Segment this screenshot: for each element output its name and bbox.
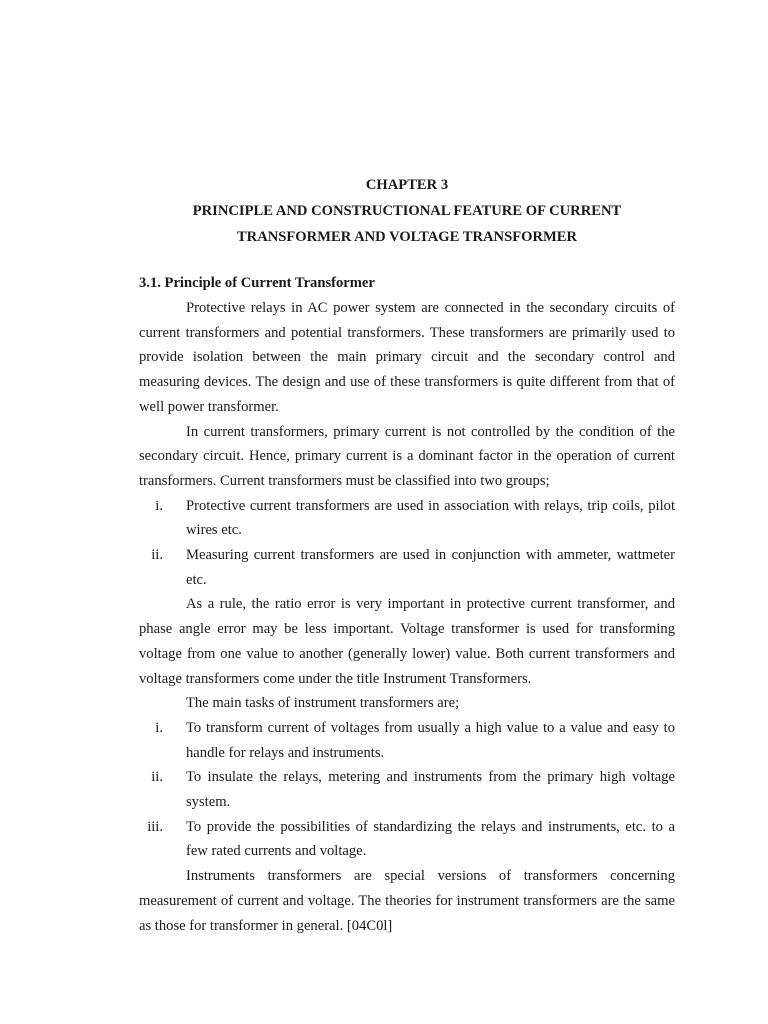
paragraph-3: As a rule, the ratio error is very important in protective current transformer, and phase angle error may be less important. Voltage transformer is used for transforming voltage from one value to another (generally lower) value. Both current transformers and voltage transformers come under the title Instrument Transformers. (139, 596, 675, 687)
current-transformer-groups-list (139, 494, 675, 593)
chapter-label: CHAPTER 3 (365, 177, 449, 193)
list-item-text: Protective current transformers are used in association with relays, trip coils, pilot wires etc. (186, 497, 675, 539)
list-item-text: To provide the possibilities of standardizing the relays and instruments, etc. to a few rated currents and voltage. (186, 818, 675, 860)
list-item-text: Measuring current transformers are used in conjunction with ammeter, wattmeter etc. (186, 547, 675, 588)
list-item (139, 716, 675, 765)
paragraph-4: The main tasks of instrument transformers are; (186, 695, 460, 712)
list-item-text: To insulate the relays, metering and instruments from the primary high voltage system. (186, 769, 675, 811)
list-item-number: i. (155, 497, 163, 514)
list-item-number: i. (155, 719, 163, 736)
paragraph-5: Instruments transformers are special versions of transformers concerning measurement of current and voltage. The theories for instrument transformers are the same as those for transformer in general. [04C0l] (139, 868, 675, 934)
paragraph-2: In current transformers, primary current is not controlled by the condition of the secondary circuit. Hence, primary current is a dominant factor in the operation of current transformers. Current transformers must be classified into two groups; (139, 423, 675, 489)
document-page (139, 172, 675, 938)
list-item-text: To transform current of voltages from usually a high value to a value and easy to handle for relays and instruments. (186, 719, 675, 761)
chapter-title-line-2: TRANSFORMER AND VOLTAGE TRANSFORMER (236, 229, 578, 245)
list-item (139, 543, 675, 592)
list-item (139, 494, 675, 543)
list-item-number: ii. (151, 769, 163, 786)
list-item-number: iii. (147, 818, 163, 835)
paragraph-1: Protective relays in AC power system are connected in the secondary circuits of current transformers and potential transformers. These transformers are primarily used to provide isolation between the main primary circuit and the secondary control and measuring devices. The design and use of these transformers is quite different from that of well power transformer. (139, 300, 675, 415)
section-heading: 3.1. Principle of Current Transformer (139, 275, 375, 291)
list-item (139, 815, 675, 864)
instrument-transformer-tasks-list (139, 716, 675, 864)
list-item-number: ii. (151, 547, 163, 564)
list-item (139, 765, 675, 814)
chapter-title-line-1: PRINCIPLE AND CONSTRUCTIONAL FEATURE OF CURRENT (192, 203, 622, 219)
